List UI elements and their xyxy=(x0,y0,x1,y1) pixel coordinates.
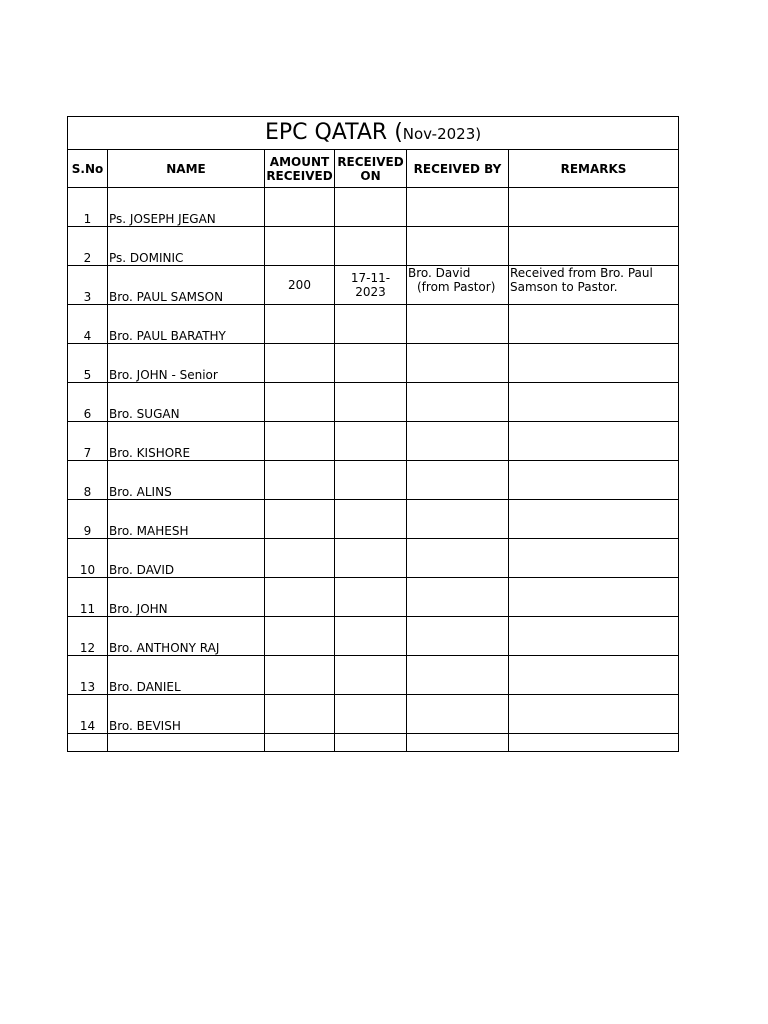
cell-sno: 9 xyxy=(68,500,108,539)
title-row xyxy=(68,117,679,150)
cell-amount-received xyxy=(265,539,335,578)
cell-received-by xyxy=(407,344,509,383)
cell-remarks xyxy=(509,656,679,695)
cell-amount-received: 200 xyxy=(265,266,335,305)
header-amount-line1: AMOUNT xyxy=(269,154,330,169)
cell-remarks xyxy=(509,695,679,734)
table-row xyxy=(68,383,679,422)
header-sno: S.No xyxy=(68,150,108,188)
cell-sno: 10 xyxy=(68,539,108,578)
cell-name: Bro. JOHN xyxy=(108,578,265,617)
cell-name: Bro. BEVISH xyxy=(108,695,265,734)
cell-amount-received xyxy=(265,383,335,422)
cell-name: Bro. ALINS xyxy=(108,461,265,500)
cell-sno: 7 xyxy=(68,422,108,461)
cell-remarks xyxy=(509,500,679,539)
cell-name: Bro. KISHORE xyxy=(108,422,265,461)
cell-sno: 11 xyxy=(68,578,108,617)
cell-sno: 4 xyxy=(68,305,108,344)
header-name: NAME xyxy=(108,150,265,188)
cell-received-by xyxy=(407,461,509,500)
cell-amount-received xyxy=(265,305,335,344)
cell-amount-received xyxy=(265,656,335,695)
cell-name: Bro. ANTHONY RAJ xyxy=(108,617,265,656)
header-received-on xyxy=(335,150,407,188)
header-row xyxy=(68,150,679,188)
table-row xyxy=(68,578,679,617)
cell-remarks xyxy=(509,383,679,422)
cell-received-by xyxy=(407,656,509,695)
blank-cell xyxy=(407,734,509,752)
table-row xyxy=(68,500,679,539)
blank-row xyxy=(68,734,679,752)
table-row xyxy=(68,344,679,383)
blank-cell xyxy=(68,734,108,752)
cell-sno: 5 xyxy=(68,344,108,383)
cell-sno: 13 xyxy=(68,656,108,695)
cell-sno: 8 xyxy=(68,461,108,500)
cell-name: Bro. PAUL BARATHY xyxy=(108,305,265,344)
cell-received-by xyxy=(407,500,509,539)
blank-cell xyxy=(509,734,679,752)
cell-received-by xyxy=(407,305,509,344)
cell-name: Bro. PAUL SAMSON xyxy=(108,266,265,305)
cell-amount-received xyxy=(265,500,335,539)
cell-received-by xyxy=(407,578,509,617)
cell-name: Bro. SUGAN xyxy=(108,383,265,422)
cell-sno: 1 xyxy=(68,188,108,227)
cell-amount-received xyxy=(265,422,335,461)
cell-sno: 14 xyxy=(68,695,108,734)
cell-sno: 3 xyxy=(68,266,108,305)
table-row xyxy=(68,266,679,305)
cell-remarks xyxy=(509,539,679,578)
blank-cell xyxy=(108,734,265,752)
cell-received-on xyxy=(335,578,407,617)
cell-received-by xyxy=(407,695,509,734)
cell-remarks xyxy=(509,422,679,461)
contribution-table xyxy=(67,116,679,752)
header-remarks: REMARKS xyxy=(509,150,679,188)
table-row xyxy=(68,305,679,344)
cell-received-on xyxy=(335,422,407,461)
cell-amount-received xyxy=(265,578,335,617)
cell-amount-received xyxy=(265,617,335,656)
cell-received-on xyxy=(335,383,407,422)
table-row xyxy=(68,539,679,578)
cell-received-on xyxy=(335,461,407,500)
table-row xyxy=(68,617,679,656)
cell-received-on xyxy=(335,539,407,578)
cell-name: Ps. JOSEPH JEGAN xyxy=(108,188,265,227)
cell-received-on: 17-11-2023 xyxy=(335,266,407,305)
cell-remarks xyxy=(509,617,679,656)
blank-cell xyxy=(265,734,335,752)
cell-received-by xyxy=(407,383,509,422)
cell-amount-received xyxy=(265,188,335,227)
cell-amount-received xyxy=(265,227,335,266)
sheet-title xyxy=(68,117,679,150)
table-row xyxy=(68,656,679,695)
header-amount-received xyxy=(265,150,335,188)
cell-name: Bro. DAVID xyxy=(108,539,265,578)
cell-received-by xyxy=(407,227,509,266)
table-row xyxy=(68,188,679,227)
cell-sno: 2 xyxy=(68,227,108,266)
table-row xyxy=(68,695,679,734)
cell-amount-received xyxy=(265,461,335,500)
received-by-note: (from Pastor) xyxy=(417,280,496,294)
title-month: Nov-2023) xyxy=(402,125,482,143)
cell-remarks xyxy=(509,227,679,266)
header-received-on-line2: ON xyxy=(360,168,381,183)
cell-remarks xyxy=(509,305,679,344)
cell-received-on xyxy=(335,656,407,695)
cell-remarks xyxy=(509,188,679,227)
cell-received-by xyxy=(407,188,509,227)
cell-received-by xyxy=(407,539,509,578)
cell-name: Bro. JOHN - Senior xyxy=(108,344,265,383)
cell-remarks: Received from Bro. Paul Samson to Pastor. xyxy=(509,266,679,305)
cell-received-on xyxy=(335,695,407,734)
cell-received-by xyxy=(407,617,509,656)
cell-remarks xyxy=(509,578,679,617)
table-row xyxy=(68,227,679,266)
received-by-name: Bro. David xyxy=(408,266,471,280)
cell-amount-received xyxy=(265,695,335,734)
cell-sno: 12 xyxy=(68,617,108,656)
cell-remarks xyxy=(509,344,679,383)
cell-received-on xyxy=(335,305,407,344)
cell-received-by xyxy=(407,422,509,461)
cell-received-on xyxy=(335,227,407,266)
cell-received-on xyxy=(335,344,407,383)
cell-amount-received xyxy=(265,344,335,383)
header-received-on-line1: RECEIVED xyxy=(337,154,404,169)
cell-sno: 6 xyxy=(68,383,108,422)
cell-name: Bro. DANIEL xyxy=(108,656,265,695)
cell-received-by xyxy=(407,266,509,305)
cell-received-on xyxy=(335,617,407,656)
cell-name: Ps. DOMINIC xyxy=(108,227,265,266)
cell-received-on xyxy=(335,500,407,539)
title-main: EPC QATAR ( xyxy=(264,120,403,145)
cell-remarks xyxy=(509,461,679,500)
header-received-by: RECEIVED BY xyxy=(407,150,509,188)
blank-cell xyxy=(335,734,407,752)
header-amount-line2: RECEIVED xyxy=(266,168,333,183)
table-row xyxy=(68,422,679,461)
cell-received-on xyxy=(335,188,407,227)
cell-name: Bro. MAHESH xyxy=(108,500,265,539)
table-row xyxy=(68,461,679,500)
